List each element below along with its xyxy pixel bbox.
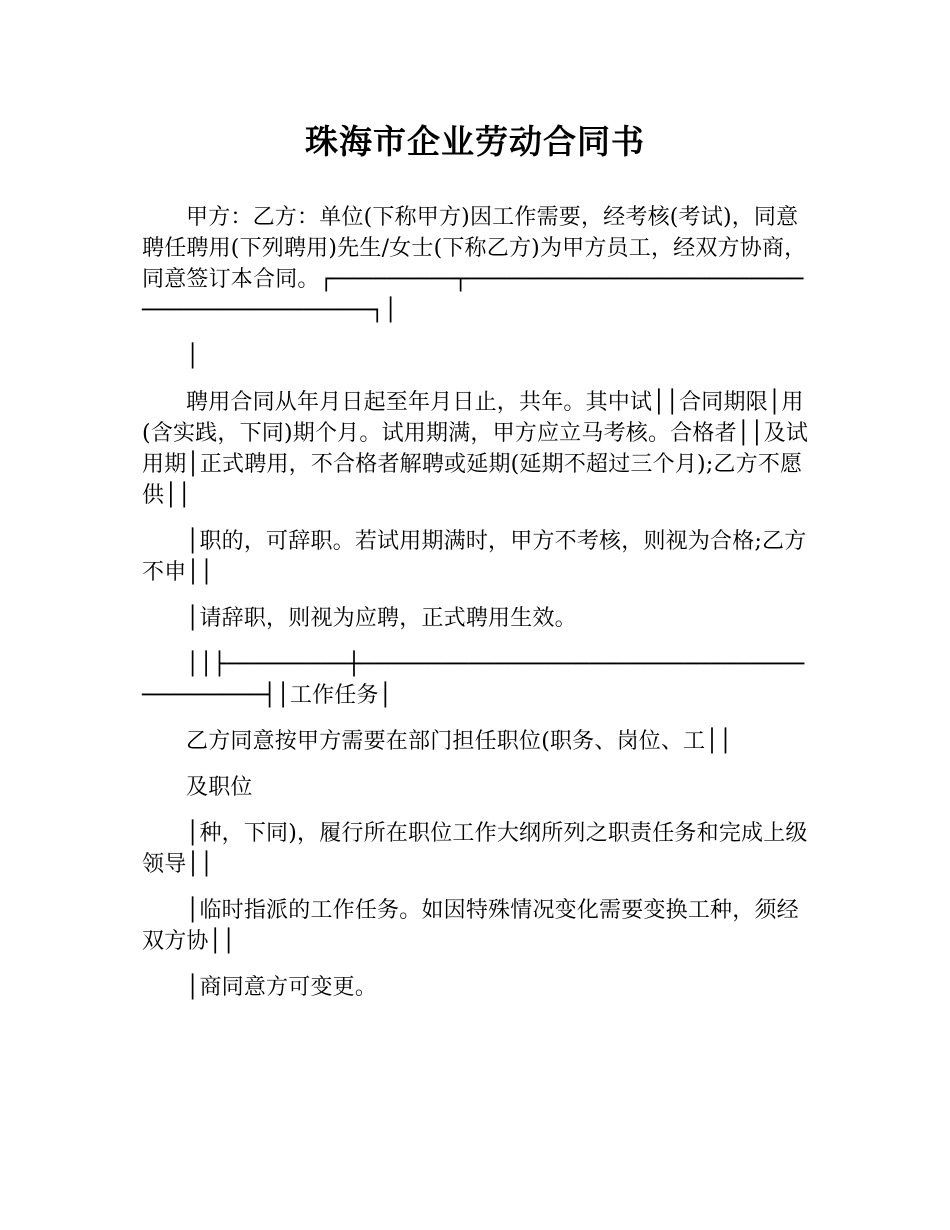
paragraph-change-consent: │商同意方可变更。 [186,975,378,1000]
document-body [142,202,812,1018]
paragraph-work-task-header: ││├─────────┼──────────────────────────────────────────┤│工作任务│ [142,652,805,708]
paragraph-position-assignment: 乙方同意按甲方需要在部门担任职位(职务、岗位、工││ [186,729,733,754]
paragraph-employment-effective: │请辞职，则视为应聘，正式聘用生效。 [186,606,577,631]
document-title: 珠海市企业劳动合同书 [305,122,645,161]
paragraph-preamble: 甲方：乙方：单位(下称甲方)因工作需要，经考核(考试)，同意聘任聘用(下列聘用)先生/女士(下称乙方)为甲方员工，经双方协商，同意签订本合同。┌─────────┬──────────────────────────────────────────┐│ [142,205,807,323]
paragraph-temporary-tasks: │临时指派的工作任务。如因特殊情况变化需要变换工种，须经双方协││ [142,898,799,954]
paragraph-contract-term: 聘用合同从年月日起至年月日止，共年。其中试││合同期限│用(含实践，下同)期个月。试用期满，甲方应立马考核。合格者││及试用期│正式聘用，不合格者解聘或延期(延期不超过三个月);乙方不愿供││ [142,390,809,508]
paragraph-duties: │种，下同)，履行所在职位工作大纲所列之职责任务和完成上级领导││ [142,821,808,877]
paragraph-table-border: │ [186,344,200,369]
paragraph-resignation: │职的，可辞职。若试用期满时，甲方不考核，则视为合格;乙方不申││ [142,529,807,585]
paragraph-position-label: 及职位 [186,775,253,800]
